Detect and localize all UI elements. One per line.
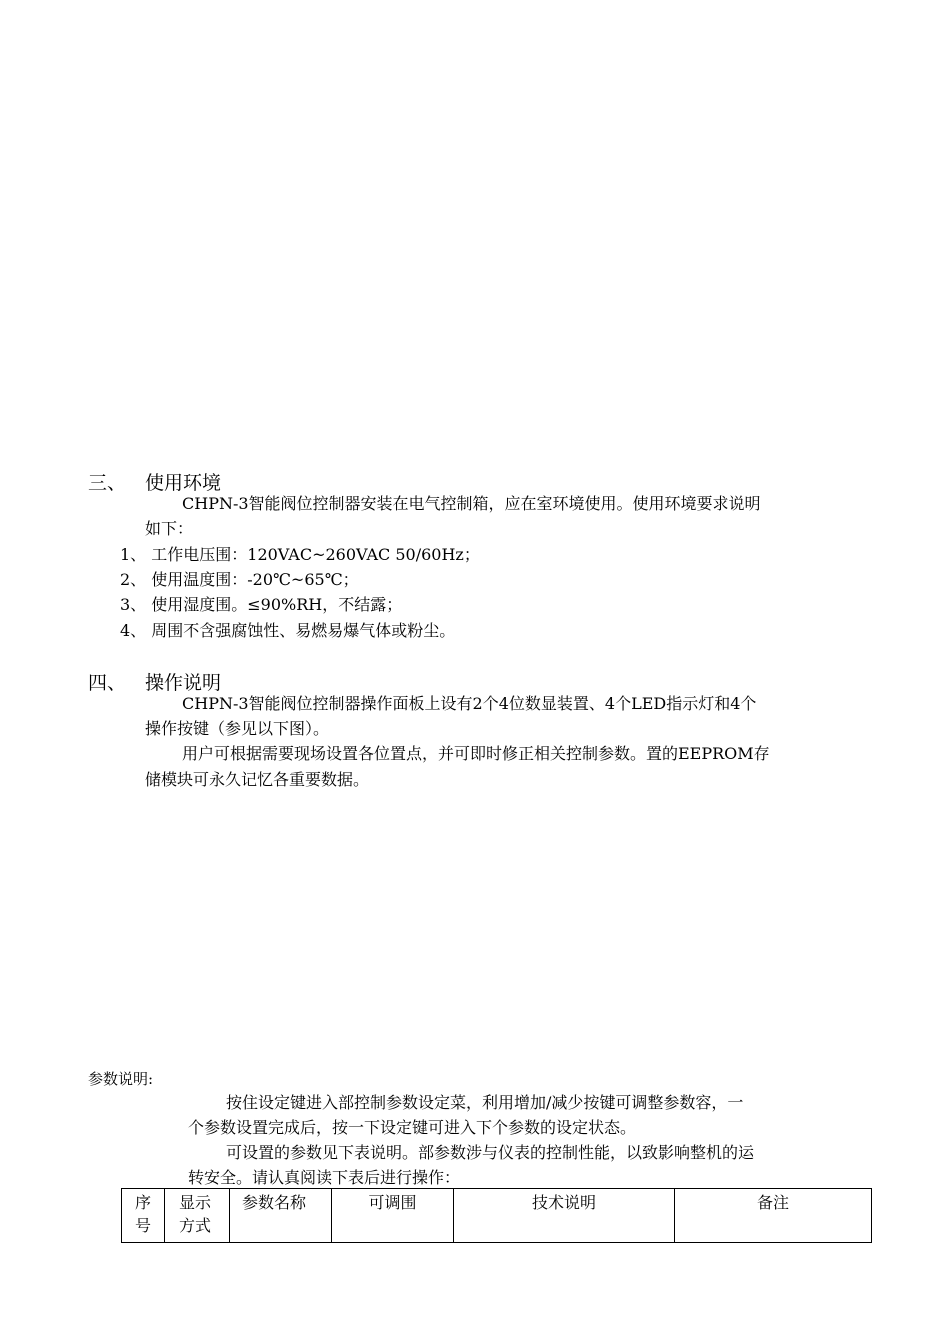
header-adjust-range: 可调围 xyxy=(332,1189,454,1243)
params-heading: 参数说明: xyxy=(88,1070,154,1088)
params-para2-line2: 转安全。请认真阅读下表后进行操作： xyxy=(188,1168,461,1187)
section3-item-2: 2、 使用温度围：-20℃~65℃； xyxy=(120,570,359,589)
section4-para2-line1: 用户可根据需要现场设置各位置点，并可即时修正相关控制参数。置的EEPROM存 xyxy=(182,744,770,763)
header-display-mode: 显示方式 xyxy=(165,1189,230,1243)
header-tech-notes: 技术说明 xyxy=(454,1189,675,1243)
params-para2-line1: 可设置的参数见下表说明。部参数涉与仪表的控制性能，以致影响整机的运 xyxy=(226,1143,755,1162)
section4-para1-line2: 操作按键（参见以下图）。 xyxy=(145,719,330,738)
header-serial-no: 序号 xyxy=(122,1189,165,1243)
section3-item-3: 3、 使用湿度围。≤90%RH，不结露； xyxy=(120,595,403,614)
section4-title: 操作说明 xyxy=(145,672,222,694)
section4-para1-line1: CHPN-3智能阀位控制器操作面板上设有2个4位数显装置、4个LED指示灯和4个 xyxy=(182,694,757,713)
section4-number: 四、 xyxy=(88,672,127,694)
section3-intro-line2: 如下： xyxy=(145,519,194,538)
params-table-header-row xyxy=(122,1189,872,1243)
section4-para2-line2: 储模块可永久记忆各重要数据。 xyxy=(145,770,370,789)
section3-number: 三、 xyxy=(88,472,127,494)
params-para1-line2: 个参数设置完成后，按一下设定键可进入下个参数的设定状态。 xyxy=(188,1118,637,1137)
header-remarks: 备注 xyxy=(675,1189,872,1243)
params-table xyxy=(121,1188,872,1243)
section3-item-4: 4、 周围不含强腐蚀性、易燃易爆气体或粉尘。 xyxy=(120,621,456,640)
params-para1-line1: 按住设定键进入部控制参数设定菜，利用增加/减少按键可调整参数容，一 xyxy=(226,1093,744,1112)
header-param-name: 参数名称 xyxy=(230,1189,332,1243)
section3-title: 使用环境 xyxy=(145,472,222,494)
section3-intro-line1: CHPN-3智能阀位控制器安装在电气控制箱，应在室环境使用。使用环境要求说明 xyxy=(182,494,761,513)
section3-item-1: 1、 工作电压围：120VAC~260VAC 50/60Hz； xyxy=(120,545,480,564)
